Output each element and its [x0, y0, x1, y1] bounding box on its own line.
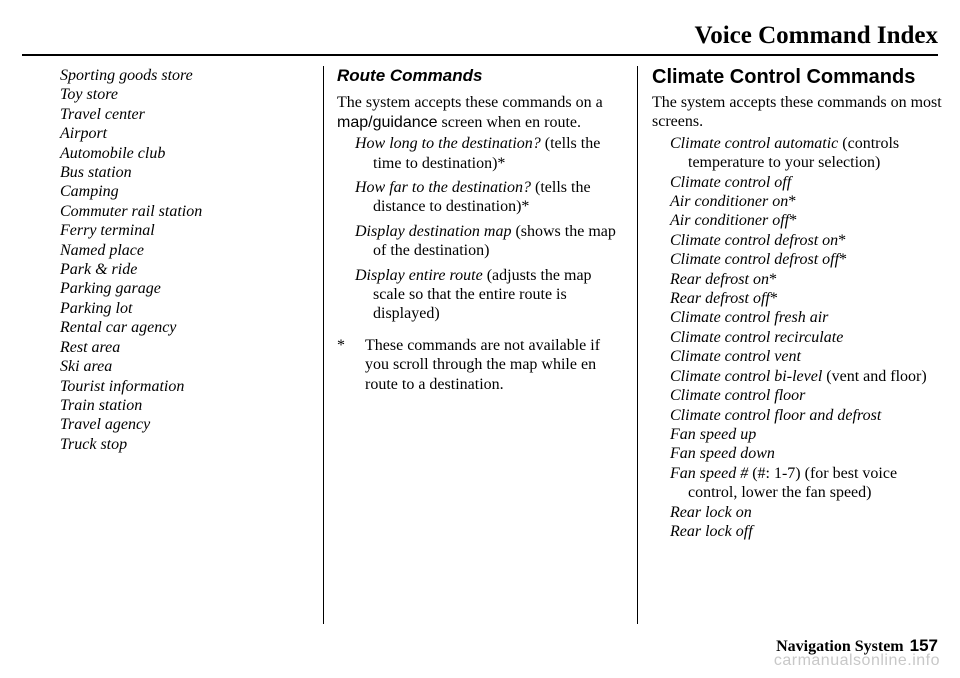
list-item: Ski area — [60, 358, 113, 376]
climate-commands-heading: Climate Control Commands — [652, 66, 916, 88]
footnote — [337, 336, 627, 394]
list-item: Bus station — [60, 164, 132, 182]
list-item: Named place — [60, 241, 144, 259]
page-number: 157 — [909, 636, 938, 655]
command-entry: Climate control vent — [670, 348, 801, 366]
command-entry: Climate control off — [670, 173, 792, 191]
command-entry: Climate control recirculate — [670, 328, 844, 346]
footer-label: Navigation System — [776, 638, 904, 655]
list-item: Travel agency — [60, 416, 151, 434]
list-item: Camping — [60, 183, 119, 201]
page-title: Voice Command Index — [694, 22, 938, 49]
command-entry: Air conditioner on* — [670, 193, 797, 211]
list-item: Train station — [60, 396, 143, 414]
column-divider-right — [637, 66, 638, 624]
list-item: Automobile club — [60, 144, 166, 162]
list-item: Sporting goods store — [60, 67, 193, 84]
list-item: Park & ride — [60, 261, 138, 279]
command-entry: How long to the destination? (tells the time to destination)* — [355, 135, 601, 172]
footnote-mark: * — [337, 336, 345, 354]
command-entry: Rear defrost off* — [670, 290, 778, 308]
command-entry: Climate control defrost off* — [670, 251, 848, 269]
command-entry: Climate control floor and defrost — [670, 406, 882, 424]
list-item: Ferry terminal — [60, 222, 155, 240]
list-item: Rest area — [60, 338, 121, 356]
list-item: Toy store — [60, 86, 118, 104]
route-commands-section — [337, 66, 627, 394]
climate-commands-section — [652, 66, 942, 541]
command-entry: How far to the destination? (tells the distance to destination)* — [355, 179, 591, 216]
header-rule — [22, 54, 938, 56]
command-entry: Rear defrost on* — [670, 270, 777, 288]
command-entry: Climate control bi-level (vent and floor) — [670, 367, 927, 385]
command-entry: Fan speed down — [670, 445, 775, 463]
route-commands-intro: The system accepts these commands on a map/guidance screen when en route. — [337, 94, 603, 131]
command-entry: Rear lock off — [670, 522, 753, 540]
place-category-list — [60, 66, 315, 454]
list-item: Travel center — [60, 105, 145, 123]
command-entry: Climate control fresh air — [670, 309, 829, 327]
list-item: Commuter rail station — [60, 202, 203, 220]
list-item: Airport — [60, 125, 108, 143]
list-item: Rental car agency — [60, 319, 177, 337]
column-divider-left — [323, 66, 324, 624]
map-guidance-term: map/guidance — [337, 113, 438, 131]
command-entry: Climate control defrost on* — [670, 231, 847, 249]
climate-commands-intro: The system accepts these commands on most screens. — [652, 94, 942, 131]
command-entry: Display entire route (adjusts the map scale so that the entire route is displayed) — [355, 266, 592, 323]
command-entry: Air conditioner off* — [670, 212, 798, 230]
list-item: Parking lot — [60, 299, 133, 317]
list-item: Tourist information — [60, 377, 185, 395]
command-entry: Fan speed # (#: 1-7) (for best voice control, lower the fan speed) — [670, 464, 898, 502]
list-item: Truck stop — [60, 435, 128, 453]
command-entry: Display destination map (shows the map of the destination) — [355, 222, 616, 260]
watermark-text: carmanualsonline.info — [773, 652, 940, 669]
footnote-text: These commands are not available if you scroll through the map while en route to a destination. — [365, 336, 601, 393]
command-entry: Rear lock on — [670, 503, 752, 521]
route-commands-heading: Route Commands — [337, 66, 483, 85]
list-item: Parking garage — [60, 280, 161, 298]
command-entry: Climate control floor — [670, 387, 806, 405]
command-entry: Fan speed up — [670, 425, 757, 443]
command-entry: Climate control automatic (controls temperature to your selection) — [670, 134, 900, 172]
